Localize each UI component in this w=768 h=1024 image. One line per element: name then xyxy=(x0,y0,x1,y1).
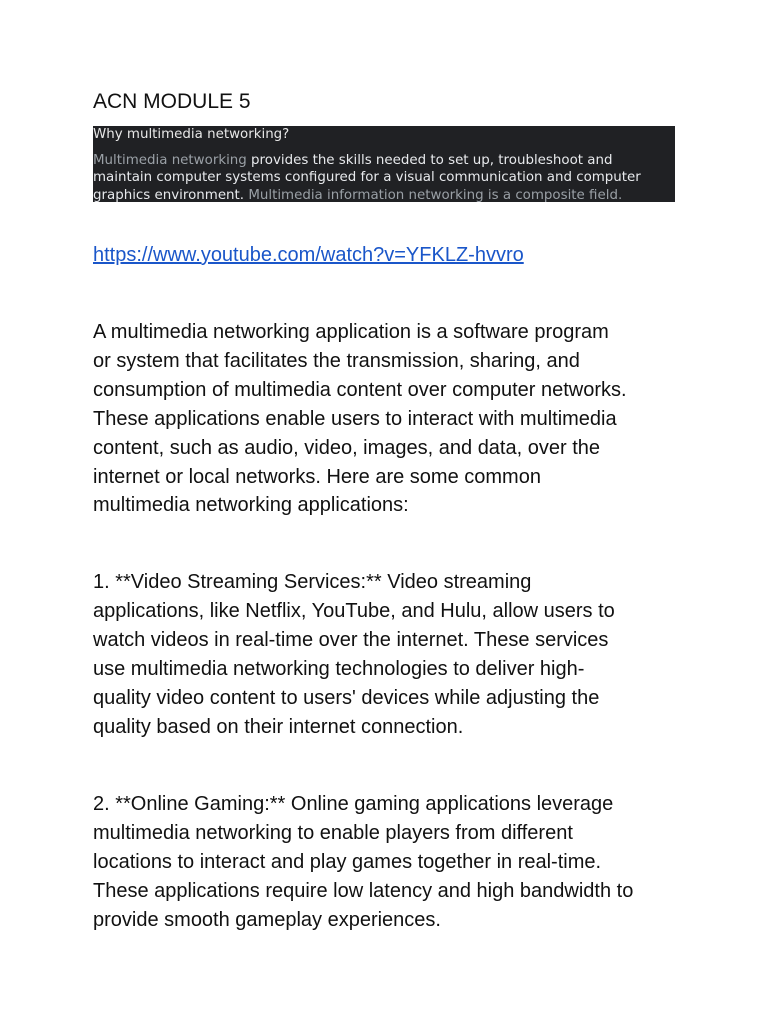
paragraph-line: quality video content to users' devices while adjusting the xyxy=(93,686,600,709)
paragraph-line: consumption of multimedia content over computer networks. xyxy=(93,378,627,401)
paragraph-line: 1. **Video Streaming Services:** Video streaming xyxy=(93,571,532,593)
paragraph-line: 2. **Online Gaming:** Online gaming applications leverage xyxy=(93,793,614,815)
snippet-question: Why multimedia networking? xyxy=(93,127,290,142)
snippet-line xyxy=(93,152,675,170)
snippet-text: maintain computer systems configured for a visual communication and computer xyxy=(93,170,641,185)
paragraph-line: multimedia networking to enable players from different xyxy=(93,821,573,844)
snippet-line xyxy=(93,187,675,203)
snippet-answer xyxy=(93,152,675,203)
intro-paragraph xyxy=(93,318,627,520)
paragraph-line: multimedia networking applications: xyxy=(93,494,409,517)
document-title: ACN MODULE 5 xyxy=(93,90,251,113)
snippet-text: provides the skills needed to set up, troubleshoot and xyxy=(246,152,613,168)
paragraph-line: use multimedia networking technologies to deliver high- xyxy=(93,657,585,680)
online-gaming-paragraph xyxy=(93,790,633,935)
snippet-text: Multimedia networking xyxy=(93,152,247,168)
paragraph-line: locations to interact and play games together in real-time. xyxy=(93,850,602,873)
paragraph-line: content, such as audio, video, images, and data, over the xyxy=(93,436,600,459)
paragraph-line: applications, like Netflix, YouTube, and Hulu, allow users to xyxy=(93,599,615,622)
paragraph-line: provide smooth gameplay experiences. xyxy=(93,908,441,931)
paragraph-line: internet or local networks. Here are some common xyxy=(93,465,541,488)
paragraph-line: These applications enable users to interact with multimedia xyxy=(93,407,617,430)
snippet-text: graphics environment. xyxy=(93,187,245,202)
snippet-text: Multimedia information networking is a composite field. xyxy=(244,187,623,202)
snippet-line xyxy=(93,169,675,187)
paragraph-line: A multimedia networking application is a software program xyxy=(93,321,609,343)
search-snippet-image xyxy=(93,126,675,202)
youtube-link[interactable]: https://www.youtube.com/watch?v=YFKLZ-hvvro xyxy=(93,244,524,266)
paragraph-line: quality based on their internet connection. xyxy=(93,715,464,738)
paragraph-line: or system that facilitates the transmission, sharing, and xyxy=(93,349,580,372)
paragraph-line: These applications require low latency and high bandwidth to xyxy=(93,879,634,902)
video-streaming-paragraph xyxy=(93,568,615,741)
paragraph-line: watch videos in real-time over the internet. These services xyxy=(93,628,609,651)
